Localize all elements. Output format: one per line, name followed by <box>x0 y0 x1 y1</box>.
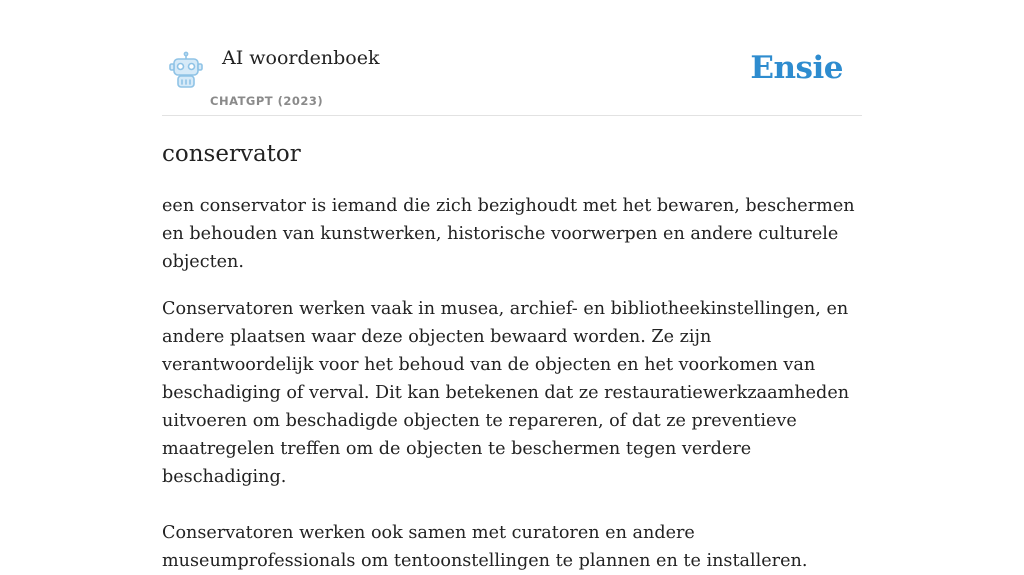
site-title[interactable]: AI woordenboek <box>222 47 380 69</box>
definition-paragraph: Conservatoren werken vaak in musea, archief- en bibliotheekinstellingen, en andere plaatsen waar deze objecten bewaard worden. Ze zijn verantwoordelijk voor het behoud van de objecten en het voorkomen van beschadiging of verval. Dit kan betekenen dat ze restauratiewerkzaamheden uitvoeren om beschadigde objecten te repareren, of dat ze preventieve maatregelen treffen om de objecten te beschermen tegen verdere beschadiging. <box>162 299 850 487</box>
ensie-logo[interactable]: Ensie <box>750 50 843 86</box>
entry-term: conservator <box>162 141 301 167</box>
definition-paragraph: een conservator is iemand die zich bezighoudt met het bewaren, beschermen en behouden van kunstwerken, historische voorwerpen en andere culturele objecten. <box>162 196 855 272</box>
page-header <box>162 0 862 116</box>
source-label: CHATGPT (2023) <box>210 94 324 108</box>
definition-paragraph: Conservatoren werken ook samen met curatoren en andere museumprofessionals om tentoonstellingen te plannen en te installeren. <box>162 523 808 571</box>
robot-icon <box>166 51 206 91</box>
entry-definition <box>162 192 862 575</box>
entry-card <box>162 0 862 571</box>
